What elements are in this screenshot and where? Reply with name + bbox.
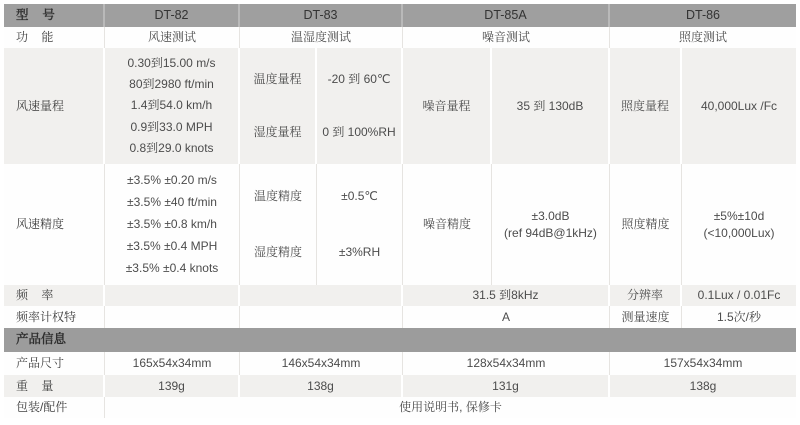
wind-precision-values <box>105 164 240 285</box>
temp-precision-value: ±0.5℃ <box>341 189 378 204</box>
dt83-precision-values <box>317 164 403 285</box>
weight-dt83: 138g <box>240 375 403 397</box>
humidity-precision-label: 湿度精度 <box>253 244 302 259</box>
model-header-dt83: DT-83 <box>240 4 403 27</box>
function-dt85a: 噪音测试 <box>403 27 610 48</box>
product-info-section-header: 产品信息 <box>4 328 796 352</box>
weight-dt86: 138g <box>610 375 796 397</box>
model-header-dt86: DT-86 <box>610 4 796 27</box>
model-row-label: 型 号 <box>4 4 105 27</box>
wind-range-label: 风速量程 <box>4 48 105 164</box>
noise-range-value: 35 到 130dB <box>492 48 610 164</box>
measure-speed-value: 1.5次/秒 <box>682 306 796 328</box>
noise-range-label: 噪音量程 <box>403 48 492 164</box>
precision-line: ±3.5% ±40 ft/min <box>127 194 217 209</box>
range-line: 80到2980 ft/min <box>129 77 214 92</box>
packaging-value: 使用说明书, 保修卡 <box>105 397 796 418</box>
humidity-precision-value: ±3%RH <box>338 244 381 259</box>
resolution-label: 分辨率 <box>610 285 682 306</box>
precision-line: ±3.5% ±0.8 km/h <box>127 216 217 231</box>
noise-precision-line2: (ref 94dB@1kHz) <box>504 225 597 240</box>
range-line: 0.8到29.0 knots <box>129 140 214 155</box>
weight-dt85a: 131g <box>403 375 610 397</box>
light-range-label: 照度量程 <box>610 48 682 164</box>
range-line: 1.4到54.0 km/h <box>130 98 213 113</box>
function-dt86: 照度测试 <box>610 27 796 48</box>
function-row-label: 功 能 <box>4 27 105 48</box>
empty-cell <box>105 306 240 328</box>
packaging-row-label: 包装/配件 <box>4 397 105 418</box>
humidity-range-value: 0 到 100%RH <box>322 125 396 139</box>
light-precision-line1: ±5%±10d <box>713 208 765 223</box>
light-precision-line2: (<10,000Lux) <box>703 225 775 240</box>
light-range-value: 40,000Lux /Fc <box>682 48 796 164</box>
size-dt82: 165x54x34mm <box>105 352 240 375</box>
wind-precision-label: 风速精度 <box>4 164 105 285</box>
size-dt86: 157x54x34mm <box>610 352 796 375</box>
precision-line: ±3.5% ±0.4 MPH <box>126 239 218 254</box>
empty-cell <box>240 285 403 306</box>
empty-cell <box>105 285 240 306</box>
resolution-value: 0.1Lux / 0.01Fc <box>682 285 796 306</box>
range-line: 0.30到15.00 m/s <box>127 56 216 71</box>
humidity-range-label: 湿度量程 <box>253 125 302 139</box>
empty-cell <box>240 306 403 328</box>
noise-precision-label: 噪音精度 <box>403 164 492 285</box>
temp-range-label: 温度量程 <box>253 72 302 86</box>
size-dt83: 146x54x34mm <box>240 352 403 375</box>
function-dt83: 温湿度测试 <box>240 27 403 48</box>
size-row-label: 产品尺寸 <box>4 352 105 375</box>
function-dt82: 风速测试 <box>105 27 240 48</box>
weighting-dt85a-value: A <box>403 306 610 328</box>
frequency-row-label: 频 率 <box>4 285 105 306</box>
dt83-range-values <box>317 48 403 164</box>
light-precision-label: 照度精度 <box>610 164 682 285</box>
weight-row-label: 重 量 <box>4 375 105 397</box>
range-line: 0.9到33.0 MPH <box>130 119 213 134</box>
product-spec-table <box>4 4 796 418</box>
light-precision-value <box>682 164 796 285</box>
noise-precision-value <box>492 164 610 285</box>
precision-line: ±3.5% ±0.4 knots <box>125 261 219 276</box>
temp-range-value: -20 到 60℃ <box>327 72 391 86</box>
weighting-row-label: 频率计权特 <box>4 306 105 328</box>
noise-precision-line1: ±3.0dB <box>531 208 570 223</box>
temp-precision-label: 温度精度 <box>253 189 302 204</box>
model-header-dt82: DT-82 <box>105 4 240 27</box>
precision-line: ±3.5% ±0.20 m/s <box>127 172 217 187</box>
weight-dt82: 139g <box>105 375 240 397</box>
wind-range-values <box>105 48 240 164</box>
model-header-dt85a: DT-85A <box>403 4 610 27</box>
size-dt85a: 128x54x34mm <box>403 352 610 375</box>
dt83-precision-sublabels <box>240 164 317 285</box>
frequency-dt85a-value: 31.5 到8kHz <box>403 285 610 306</box>
dt83-range-sublabels <box>240 48 317 164</box>
measure-speed-label: 测量速度 <box>610 306 682 328</box>
